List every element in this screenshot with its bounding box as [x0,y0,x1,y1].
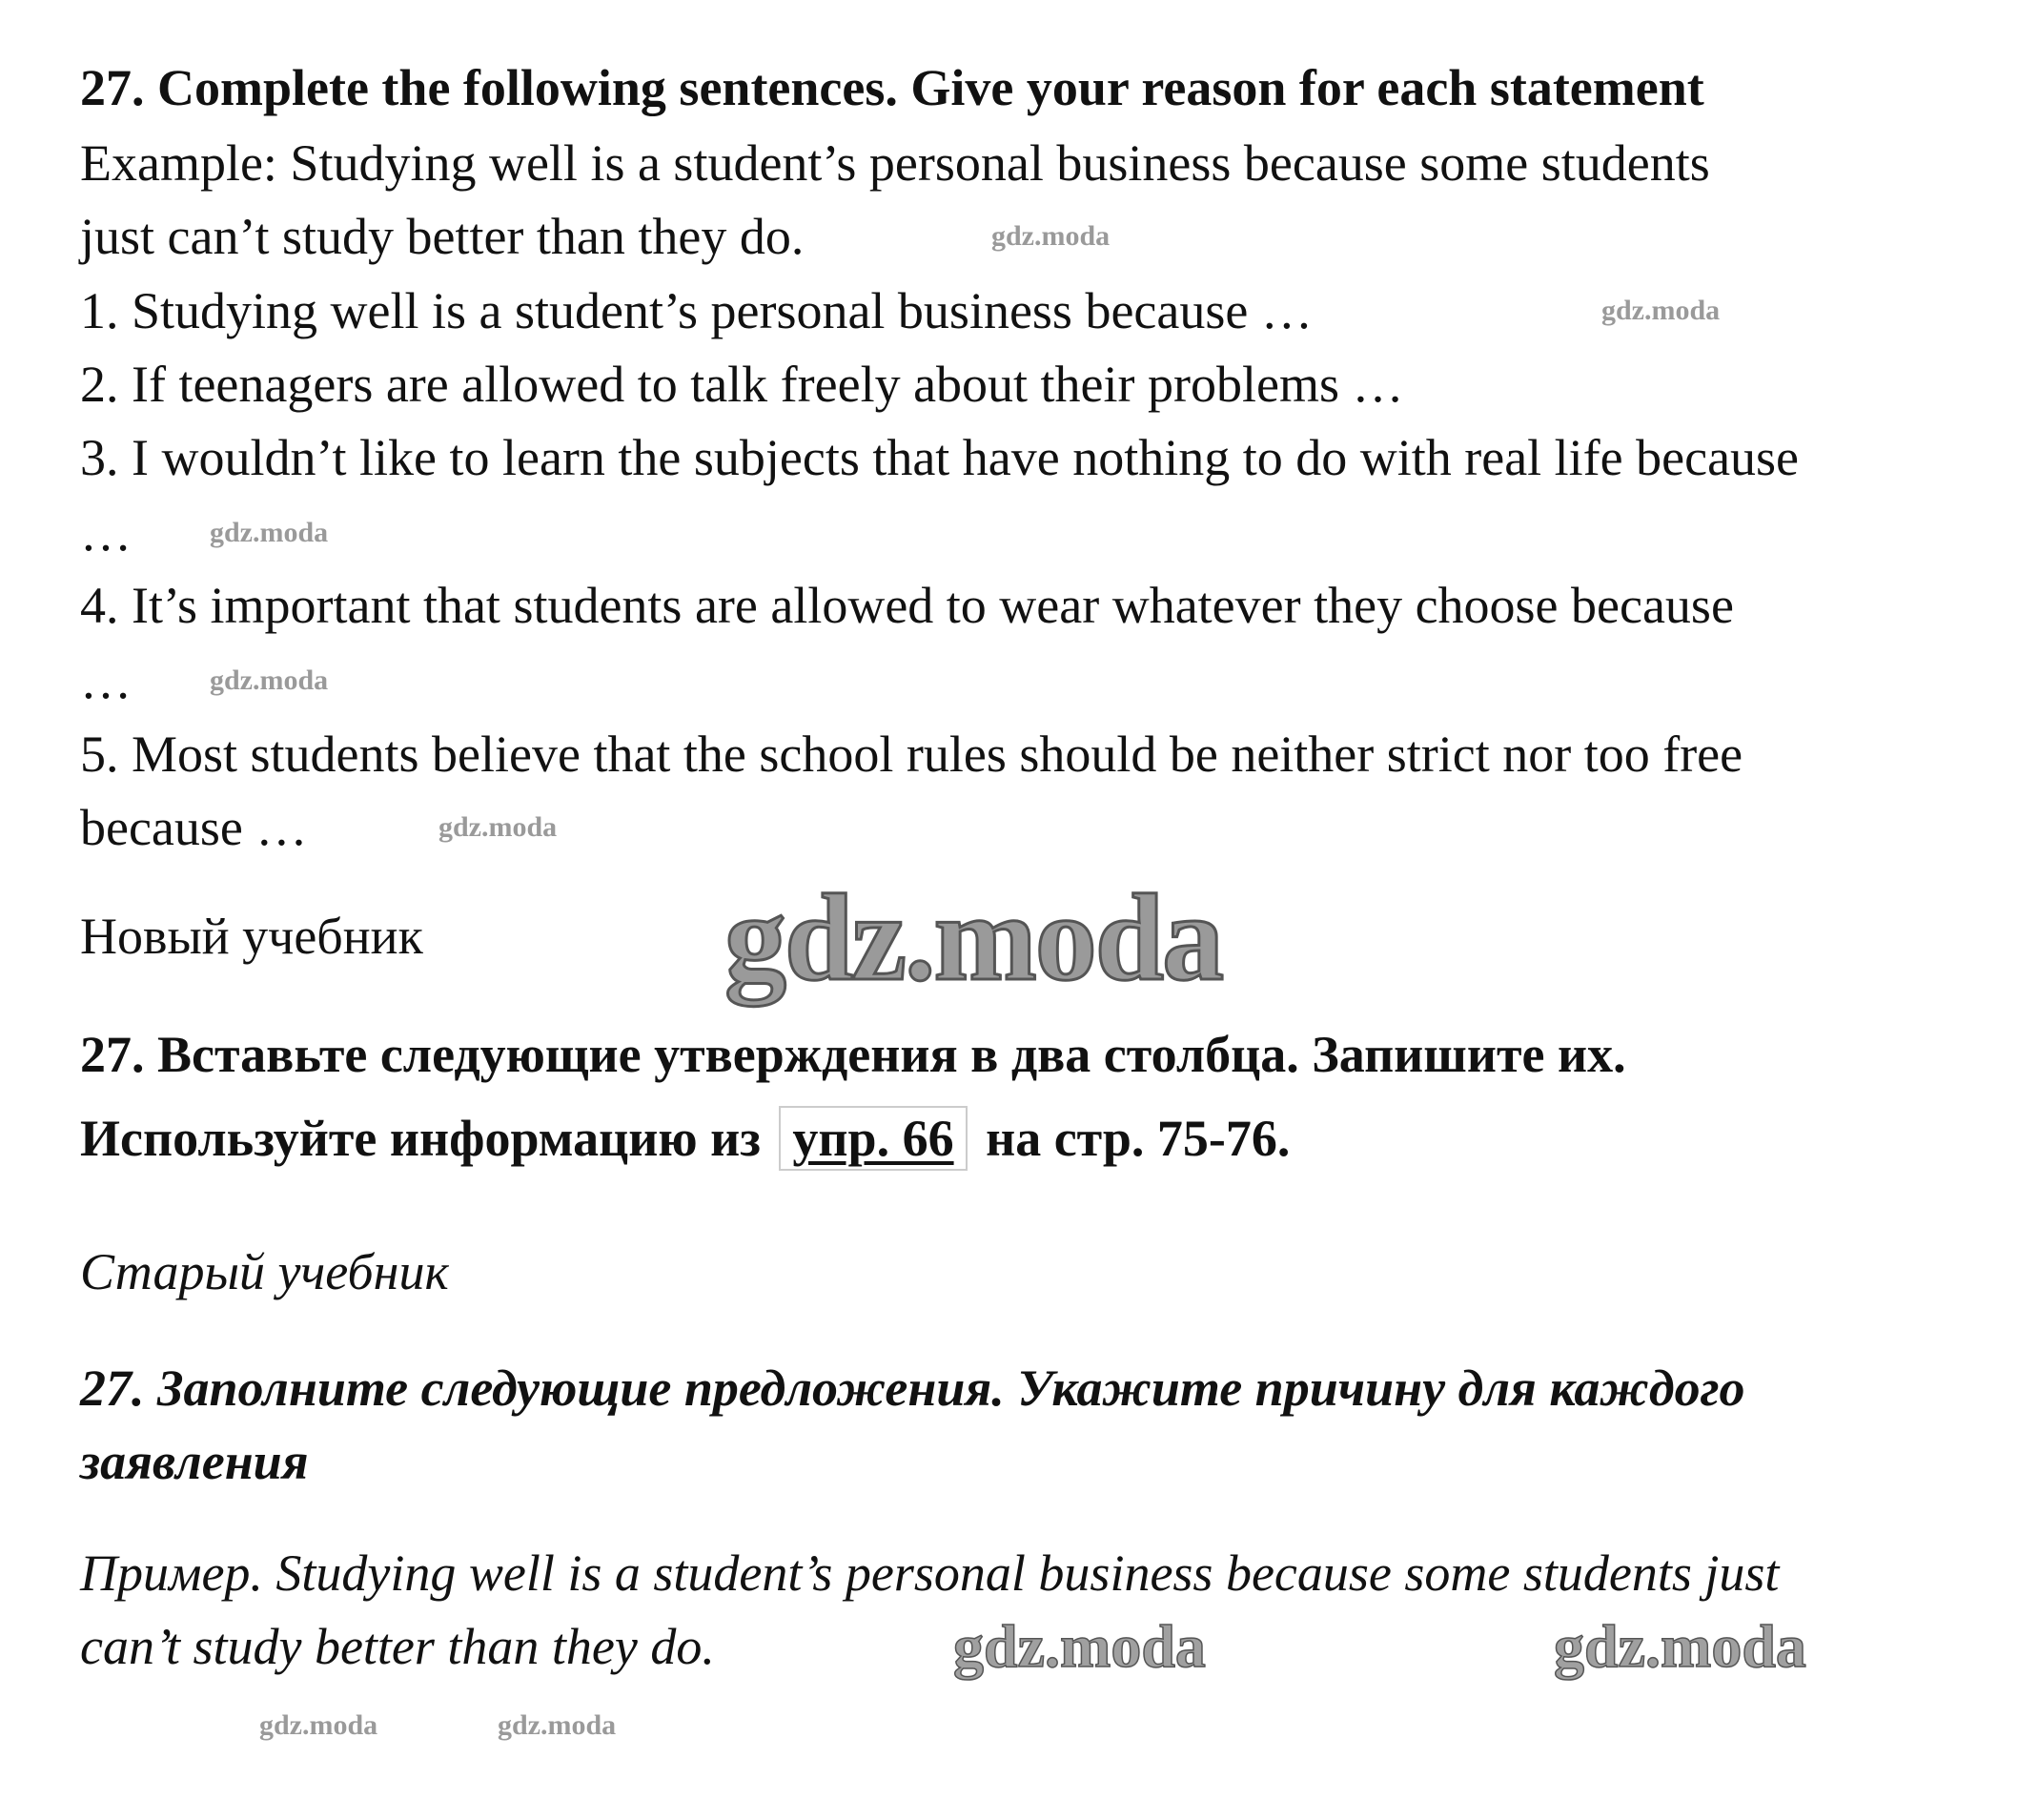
exercise-66-link[interactable]: упр. 66 [792,1110,954,1167]
list-item: 3. I wouldn’t like to learn the subjects that have nothing to do with real life because [80,429,1800,486]
watermark-logo: gdz.moda [991,220,1111,252]
task-new-line-2 [80,1106,1290,1171]
list-item-continuation: because … [80,799,308,856]
task-old-example-line-2: can’t study better than they do. [80,1618,715,1675]
example-line-1: Example: Studying well is a student’s personal business because some students [80,134,1710,192]
section-label-new-book: Новый учебник [80,908,423,965]
watermark-logo: gdz.moda [259,1709,378,1741]
task-new-line-1: 27. Вставьте следующие утверждения в два столбца. Запишите их. [80,1026,1626,1083]
watermark-logo: gdz.moda [210,517,329,548]
task-new-pages: на стр. 75-76. [986,1110,1291,1167]
list-item-continuation: … [80,652,132,709]
list-item: 2. If teenagers are allowed to talk freely about their problems … [80,356,1404,413]
task-old-example-line-1: Пример. Studying well is a student’s personal business because some students just [80,1544,1780,1602]
watermark-logo: gdz.moda [498,1709,617,1741]
list-item: 4. It’s important that students are allowed to wear whatever they choose because [80,577,1734,634]
list-item: 5. Most students believe that the school rules should be neither strict nor too free [80,726,1743,783]
list-item: 1. Studying well is a student’s personal business because … [80,282,1313,339]
watermark-logo-large: gdz.moda [724,869,1223,1007]
task-old-title-line-2: заявления [80,1433,309,1490]
list-item-continuation: … [80,504,132,562]
watermark-logo: gdz.moda [1554,1612,1806,1680]
exercise-reference-box [779,1106,967,1171]
section-label-old-book: Старый учебник [80,1243,449,1300]
watermark-logo: gdz.moda [210,665,329,696]
task-old-title-line-1: 27. Заполните следующие предложения. Укажите причину для каждого [80,1360,1745,1417]
watermark-logo: gdz.moda [438,811,558,843]
watermark-logo: gdz.moda [953,1612,1206,1680]
example-line-2: just can’t study better than they do. [80,208,805,265]
watermark-logo: gdz.moda [1601,295,1721,326]
exercise-title: 27. Complete the following sentences. Give your reason for each statement [80,59,1704,116]
task-new-text: Используйте информацию из [80,1110,761,1167]
